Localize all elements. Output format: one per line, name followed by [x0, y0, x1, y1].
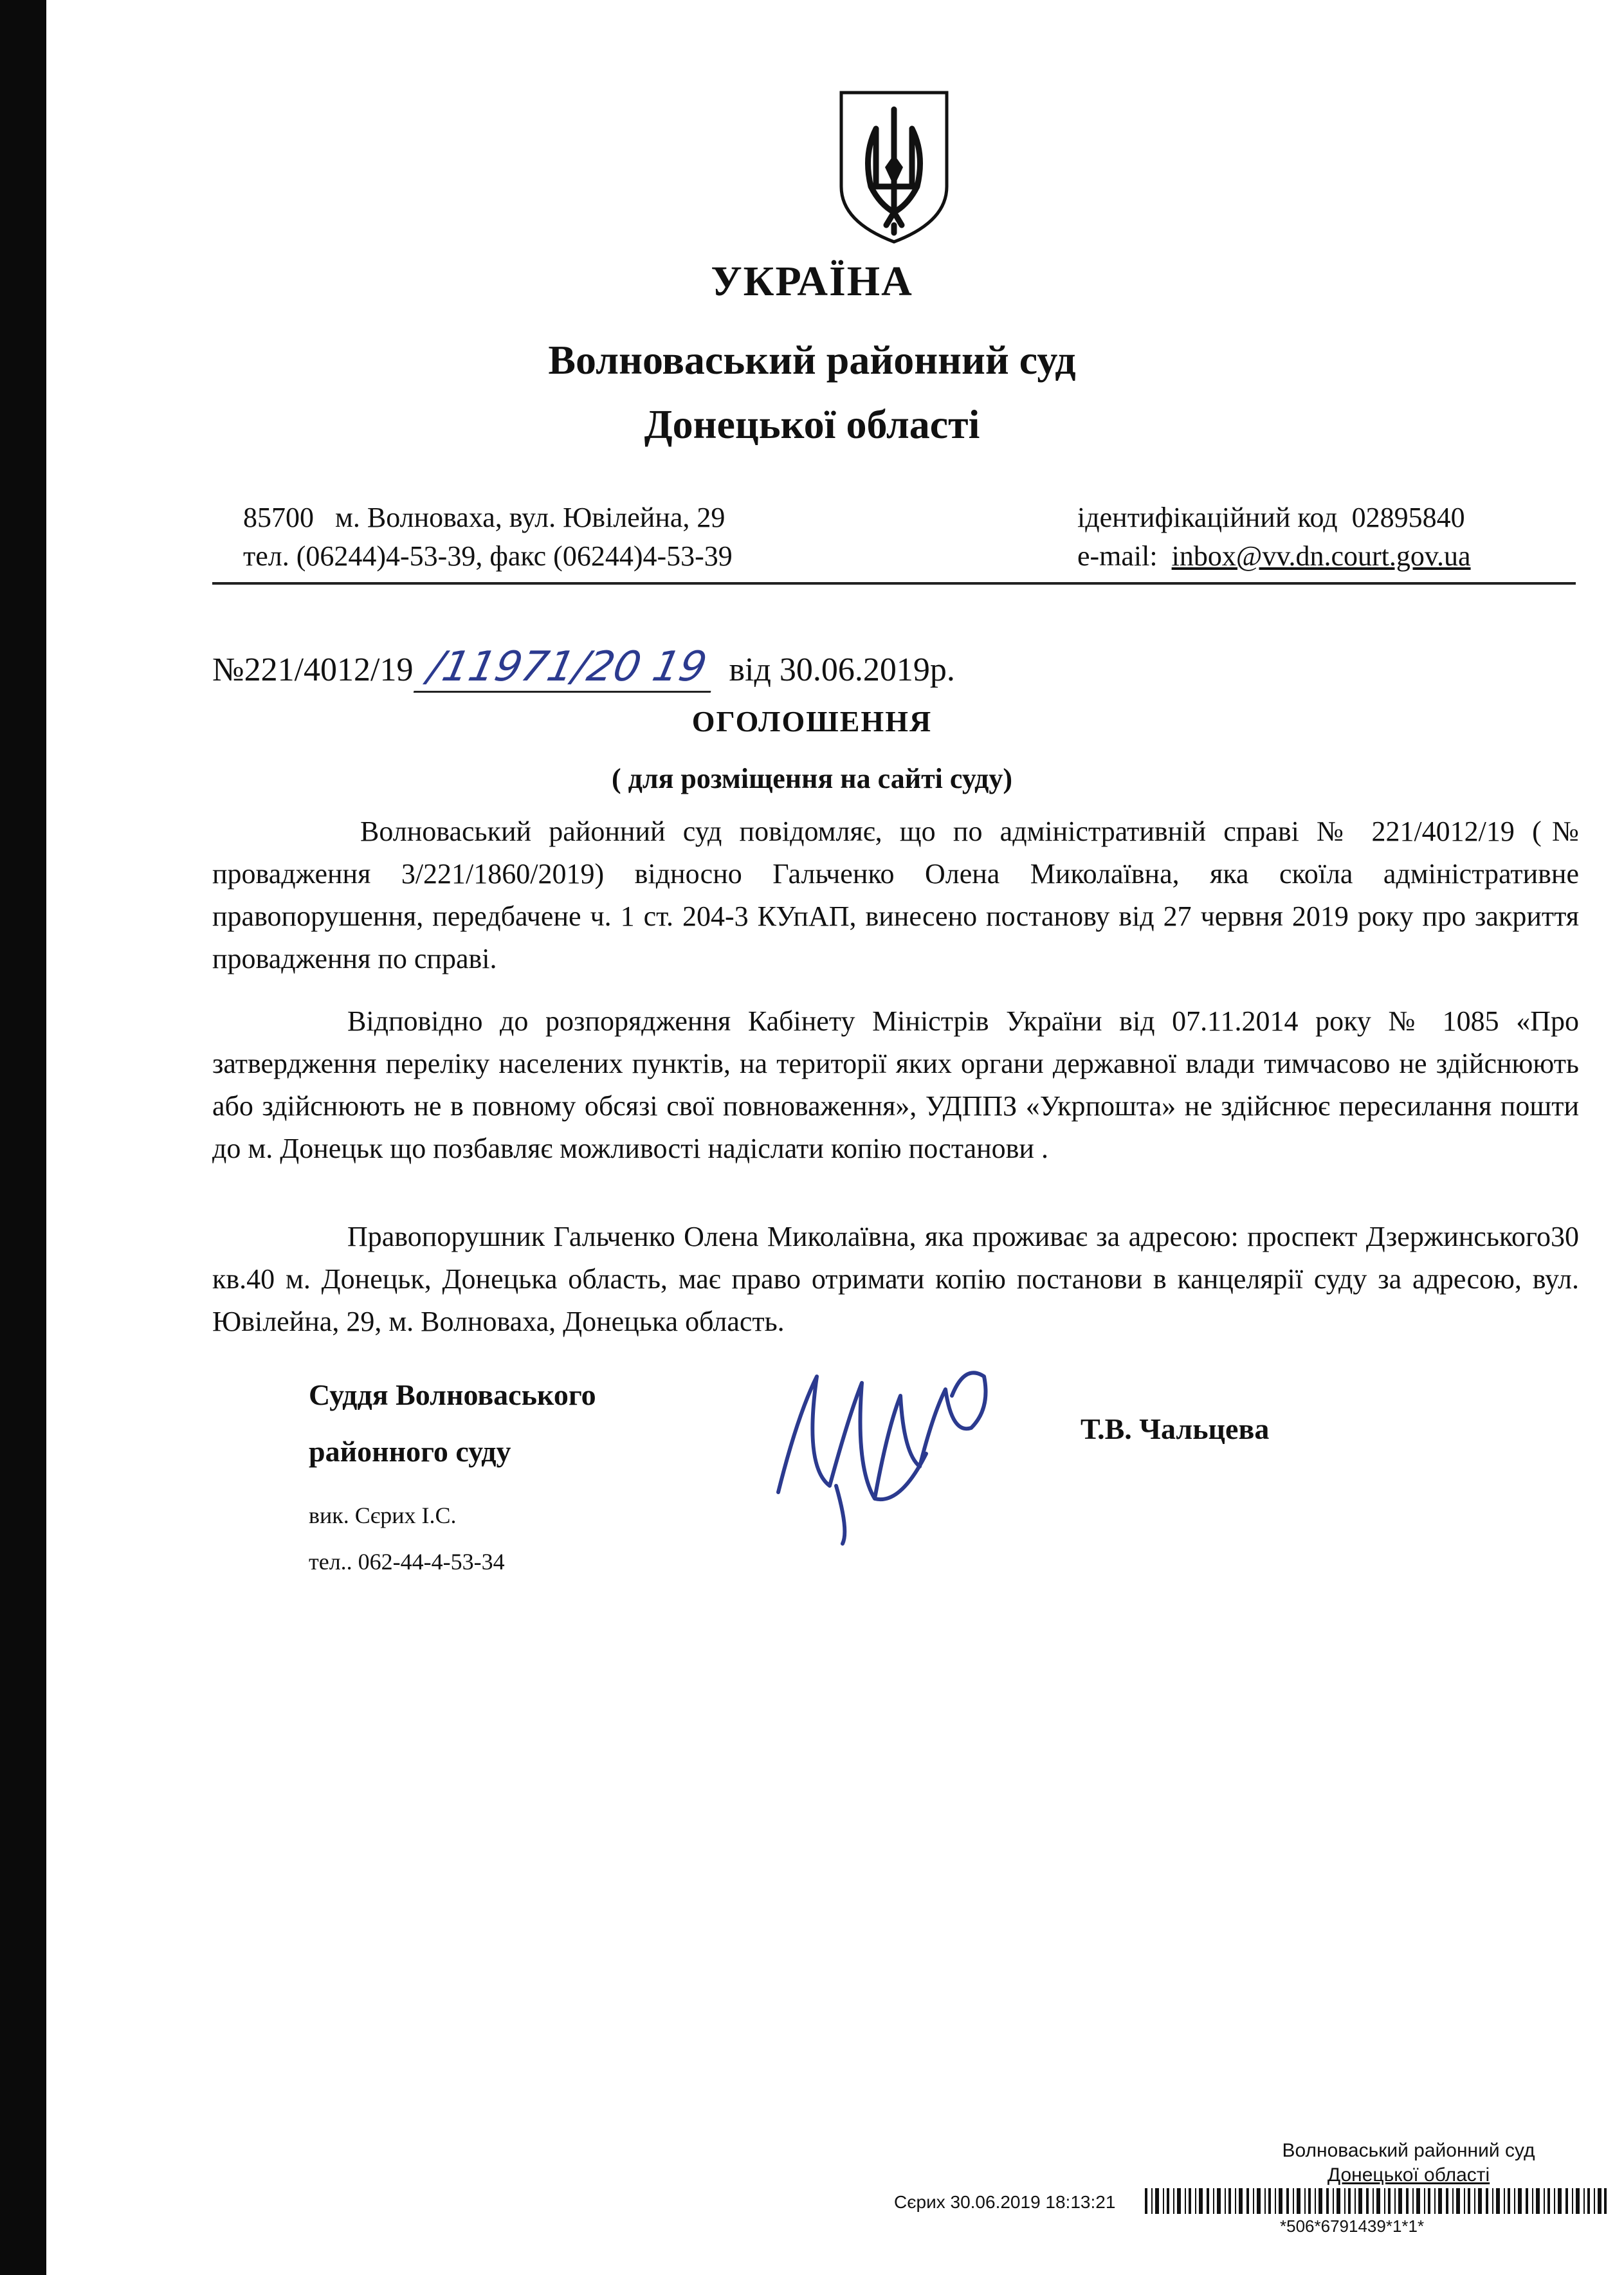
registration-line	[212, 643, 955, 693]
stamp-court-line1: Волноваський районний суд	[1282, 2140, 1535, 2161]
court-address-block	[243, 498, 733, 576]
coat-of-arms-icon	[837, 90, 951, 244]
executor-name: вик. Сєрих І.С.	[309, 1503, 457, 1528]
document-subtitle: ( для розміщення на сайті суду)	[611, 763, 1012, 794]
document-title: ОГОЛОШЕННЯ	[691, 705, 933, 738]
email-link[interactable]: inbox@vv.dn.court.gov.ua	[1171, 540, 1471, 572]
signer-name: Т.В. Чальцева	[1081, 1412, 1270, 1445]
handwritten-signature	[740, 1338, 1010, 1557]
barcode-icon	[1145, 2188, 1608, 2214]
registration-number: №221/4012/19	[212, 652, 414, 688]
signer-position-line1: Суддя Волноваського	[309, 1378, 596, 1411]
signer-position-line2: районного суду	[309, 1435, 511, 1468]
court-heading	[0, 328, 1624, 457]
court-address: 85700 м. Волноваха, вул. Ювілейна, 29	[243, 502, 725, 533]
signer-position	[309, 1367, 596, 1480]
registration-date: від 30.06.2019р.	[729, 652, 955, 688]
court-id-code: ідентифікаційний код 02895840	[1077, 502, 1465, 533]
registry-stamp	[1216, 2139, 1601, 2188]
executor-phone: тел.. 062-44-4-53-34	[309, 1549, 505, 1575]
court-name-line2: Донецької області	[644, 401, 980, 447]
court-id-block	[1077, 498, 1471, 576]
court-phones: тел. (06244)4-53-39, факс (06244)4-53-39	[243, 540, 733, 572]
court-email-row	[1077, 537, 1471, 576]
handwritten-registration: /11971/20 19	[413, 643, 720, 693]
paragraph-2: Відповідно до розпорядження Кабінету Міністрів України від 07.11.2014 року № 1085 «Про затвердження переліку населених пунктів, на території яких органи державної влади тимчасово не здійснюють або здійснюють не в повному обсязі свої повноваження», УДППЗ «Укрпошта» не здійснює пересилання пошти до м. Донецьк що позбавляє можливості надіслати копію постанови .	[212, 1005, 1579, 1164]
header-divider	[212, 582, 1576, 585]
paragraph-3: Правопорушник Гальченко Олена Миколаївна, яка проживає за адресою: проспект Дзержинського30 кв.40 м. Донецьк, Донецька область, має право отримати копію постанови в канцелярії суду за адресою, вул. Ювілейна, 29, м. Волноваха, Донецька область.	[212, 1221, 1579, 1337]
paragraph-1: Волноваський районний суд повідомляє, що по адміністративній справі № 221/4012/19 (№ провадження 3/221/1860/2019) відносно Гальченко Олена Миколаївна, яка скоїла адміністративне правопорушення, передбачене ч. 1 ст. 204-3 КУпАП, винесено постанову від 27 червня 2019 року про закриття провадження по справі.	[212, 816, 1579, 974]
court-name-line1: Волноваський районний суд	[548, 337, 1076, 383]
country-heading: УКРАЇНА	[711, 258, 913, 305]
stamp-court-line2: Донецької області	[1327, 2164, 1490, 2186]
stamp-timestamp: Сєрих 30.06.2019 18:13:21	[894, 2192, 1116, 2212]
barcode-number: *506*6791439*1*1*	[1280, 2216, 1425, 2236]
email-label: e-mail:	[1077, 540, 1172, 572]
executor-block	[309, 1492, 505, 1585]
